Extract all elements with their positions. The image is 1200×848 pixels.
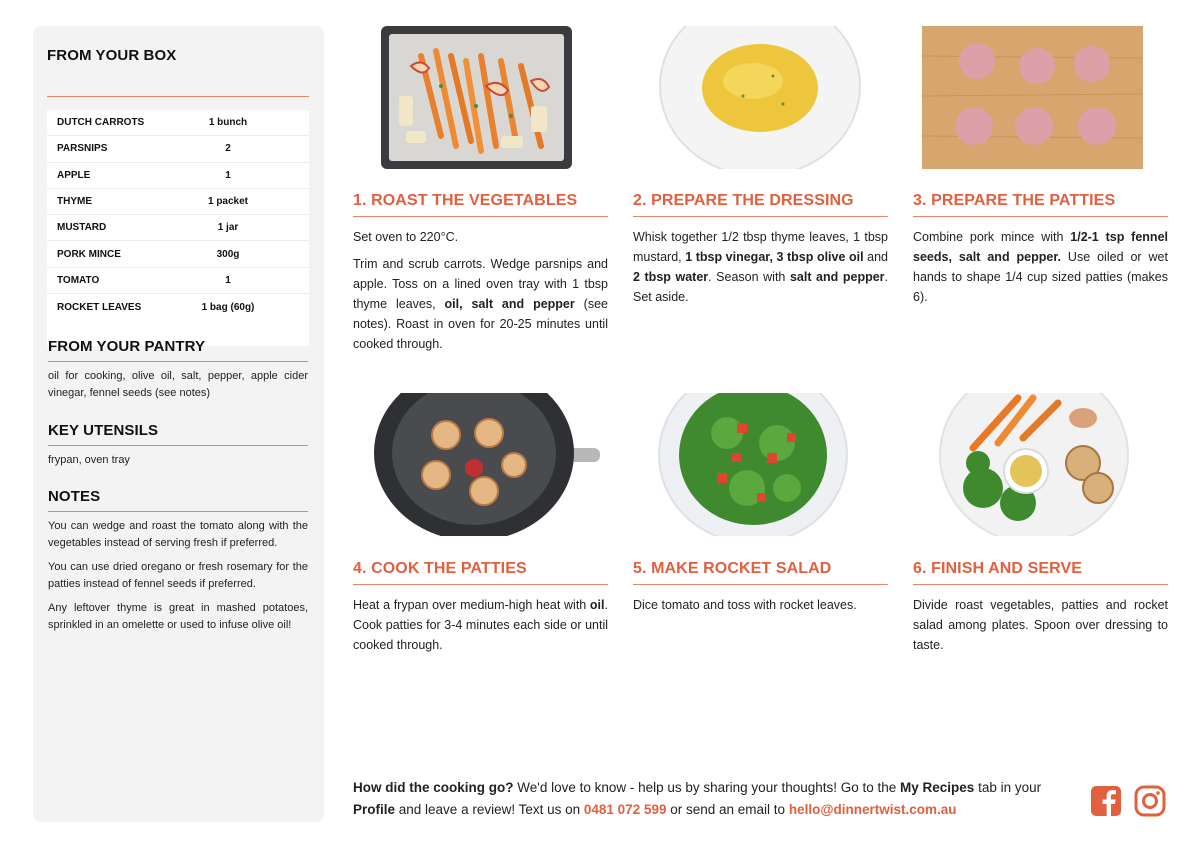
pantry-text: oil for cooking, olive oil, salt, pepper, apple cider vinegar, fennel seeds (see notes) [48,370,308,399]
pantry-section [48,338,308,402]
final-plate-photo [938,393,1131,536]
ingredient-name: TOMATO [57,274,100,286]
ingredient-row [47,163,309,189]
step-text: Trim and scrub carrots. Wedge parsnips and apple. Toss on a lined oven tray with 1 tbsp thyme leaves, oil, salt and pepper (see notes). Roast in oven for 20-25 minutes until cooked through. [353,257,609,351]
email-link[interactable]: hello@dinnertwist.com.au [788,802,957,817]
step-title: 5. MAKE ROCKET SALAD [633,560,832,577]
ingredient-name: ROCKET LEAVES [57,301,142,313]
feedback-question: How did the cooking go? [353,780,514,795]
step-1 [353,192,608,361]
utensils-section [48,422,308,469]
ingredients-table [47,110,309,346]
step-4 [353,560,608,662]
divider [353,584,608,585]
profile-link[interactable]: Profile [353,802,396,817]
step-body [633,227,888,307]
ingredient-row [47,215,309,241]
divider [47,96,309,97]
step-title: 3. PREPARE THE PATTIES [913,192,1116,209]
ingredient-name: PARSNIPS [57,143,108,155]
feedback-footer: How did the cooking go? We'd love to know - help us by sharing your thoughts! Go to the My Recipes tab in your Profile and leave a review! Text us on 0481 072 599 or send an email to hello@dinnertwist.com.au [353,780,1042,817]
step-5 [633,560,888,622]
ingredient-row [47,189,309,215]
dressing-bowl-photo [633,26,888,169]
step-text: Set oven to 220°C. [353,230,459,244]
step-body [353,227,608,354]
my-recipes-link[interactable]: My Recipes [900,780,975,795]
ingredient-name: THYME [57,196,92,208]
note: You can use dried oregano or fresh rosemary for the patties instead of fennel seeds if preferred. [48,561,308,590]
ingredient-qty: 2 [225,143,231,155]
patties-board-photo [922,26,1143,169]
step-text: Combine pork mince with 1/2-1 tsp fennel seeds, salt and pepper. Use oiled or wet hands to shape 1/4 cup sized patties (makes 6). [913,230,1168,304]
notes-heading: NOTES [48,488,101,505]
ingredient-name: APPLE [57,169,91,181]
step-text: Whisk together 1/2 tbsp thyme leaves, 1 tbsp mustard, 1 tbsp vinegar, 3 tbsp olive oil and 2 tbsp water. Season with salt and pepper. Set aside. [633,230,889,304]
ingredient-qty: 1 bag (60g) [201,301,255,313]
step-body [353,595,608,655]
ingredient-qty: 1 bunch [208,117,248,129]
divider [913,584,1168,585]
ingredient-name: PORK MINCE [57,248,121,260]
step-body [913,227,1168,307]
notes-section [48,488,308,641]
sidebar [33,26,324,822]
ingredient-row [47,241,309,267]
divider [48,511,308,512]
ingredient-row [47,268,309,294]
ingredient-row [47,294,309,320]
step-text: Divide roast vegetables, patties and rocket salad among plates. Spoon over dressing to taste. [913,598,1168,652]
divider [48,445,308,446]
step-text: Heat a frypan over medium-high heat with oil. Cook patties for 3-4 minutes each side or until cooked through. [353,598,608,652]
step-2 [633,192,888,314]
step-text: Dice tomato and toss with rocket leaves. [633,598,857,612]
step-title: 4. COOK THE PATTIES [353,560,527,577]
divider [633,584,888,585]
ingredient-qty: 300g [216,248,240,260]
step-3 [913,192,1168,314]
divider [633,216,888,217]
frypan-photo [374,393,600,536]
utensils-text: frypan, oven tray [48,454,130,466]
ingredient-qty: 1 [225,169,231,181]
facebook-icon[interactable] [1090,785,1122,817]
key-utensils-heading: KEY UTENSILS [48,422,159,439]
ingredient-row [47,110,309,136]
instagram-icon[interactable] [1134,785,1166,817]
from-your-box-heading: FROM YOUR BOX [47,47,177,64]
step-title: 1. ROAST THE VEGETABLES [353,192,578,209]
note: You can wedge and roast the tomato along with the vegetables instead of serving fresh if preferred. [48,520,308,549]
notes-text [48,518,308,634]
rocket-salad-photo [657,393,850,536]
roast-vegetables-photo [381,26,572,169]
note: Any leftover thyme is great in mashed potatoes, sprinkled in an omelette or used to infuse olive oil! [48,602,308,631]
step-body [633,595,888,615]
ingredient-qty: 1 [225,274,231,286]
phone-link[interactable]: 0481 072 599 [583,802,667,817]
step-title: 2. PREPARE THE DRESSING [633,192,854,209]
divider [913,216,1168,217]
ingredient-name: MUSTARD [57,222,107,234]
step-title: 6. FINISH AND SERVE [913,560,1083,577]
ingredient-name: DUTCH CARROTS [57,117,145,129]
step-6 [913,560,1168,662]
divider [353,216,608,217]
ingredient-qty: 1 jar [217,222,239,234]
from-your-pantry-heading: FROM YOUR PANTRY [48,338,206,355]
ingredient-qty: 1 packet [207,196,249,208]
ingredient-row [47,136,309,162]
divider [48,361,308,362]
step-body [913,595,1168,655]
